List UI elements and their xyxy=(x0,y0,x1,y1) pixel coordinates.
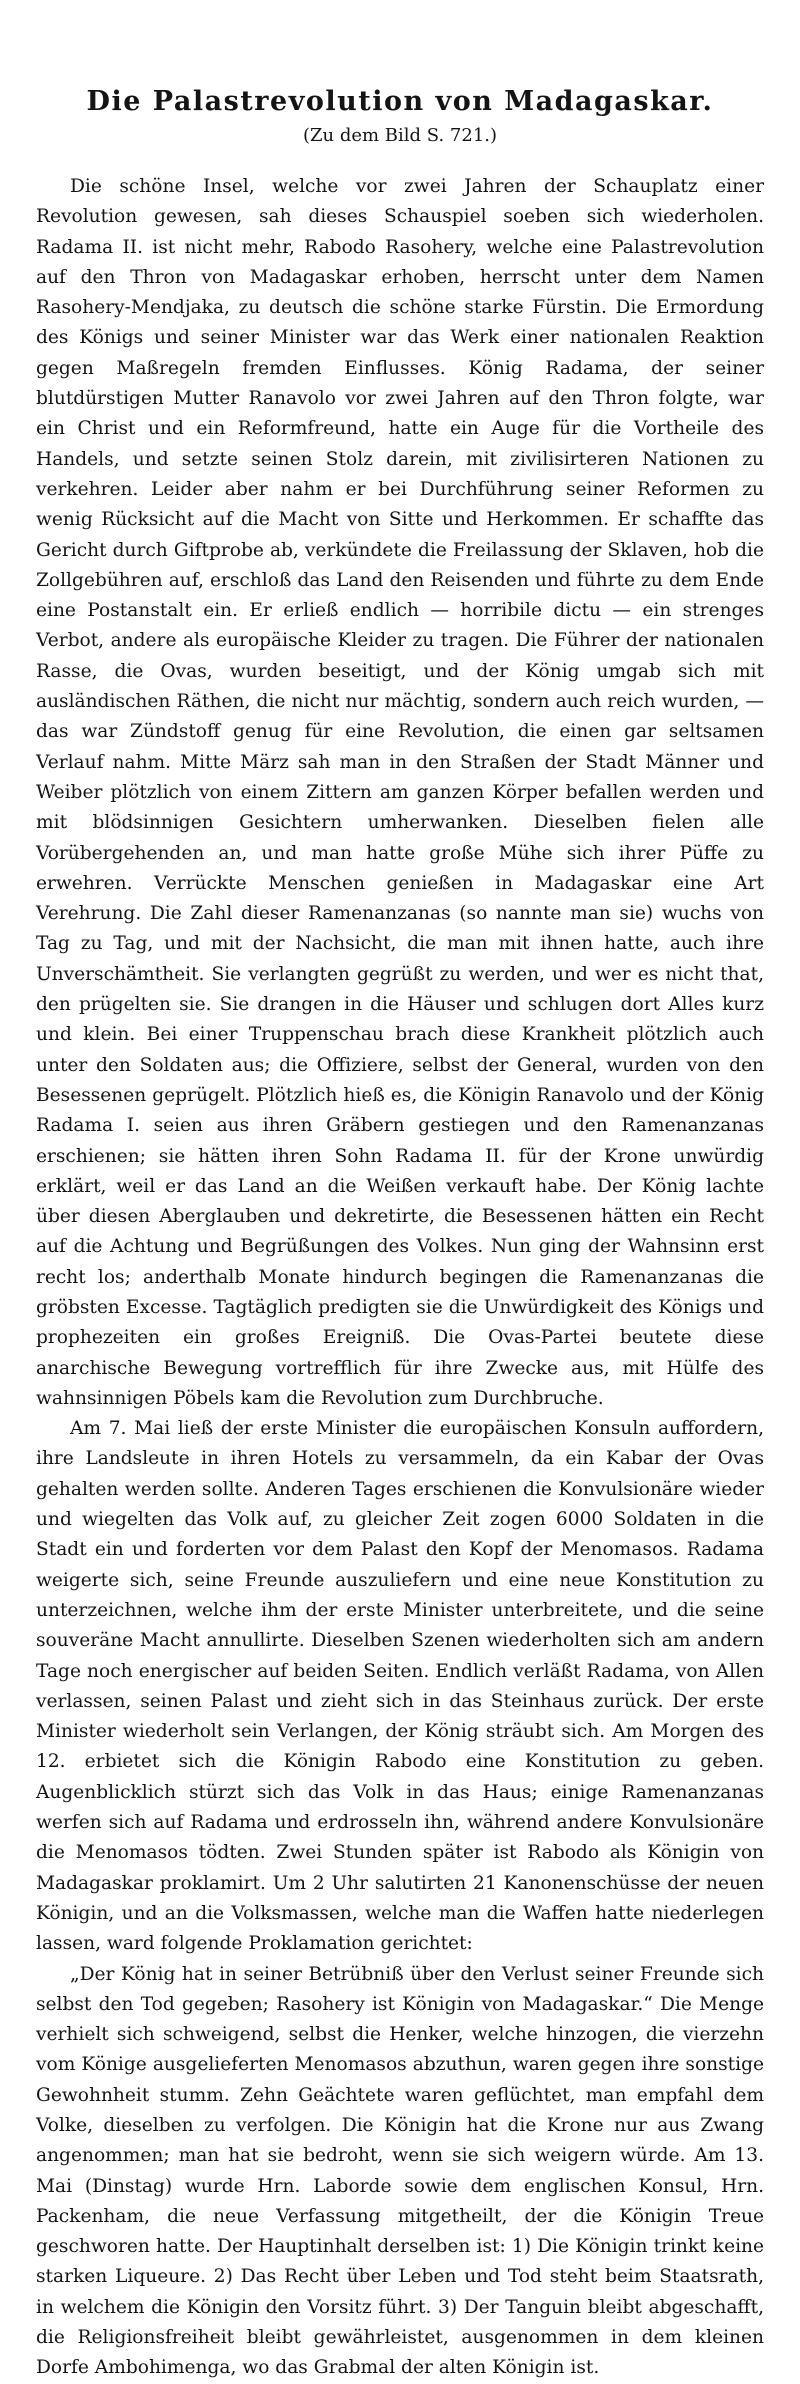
article-subtitle: (Zu dem Bild S. 721.) xyxy=(302,125,498,146)
article-title: Die Palastrevolution von Madagaskar. xyxy=(86,86,714,117)
paragraph-1: Die schöne Insel, welche vor zwei Jahren der Schauplatz einer Revolution gewesen, sah dieses Schauspiel soeben sich wiederholen. Radama II. ist nicht mehr, Rabodo Rasohery, welche eine Palastrevolution auf den Thron von Madagaskar erhoben, herrscht unter dem Namen Rasohery-Mendjaka, zu deutsch die schöne starke Fürstin. Die Ermordung des Königs und seiner Minister war das Werk einer nationalen Reaktion gegen Maßregeln fremden Einflusses. König Radama, der seiner blutdürstigen Mutter Ranavolo vor zwei Jahren auf den Thron folgte, war ein Christ und ein Reformfreund, hatte ein Auge für die Vortheile des Handels, und setzte seinen Stolz darein, mit zivilisirteren Nationen zu verkehren. Leider aber nahm er bei Durchführung seiner Reformen zu wenig Rücksicht auf die Macht von Sitte und Herkommen. Er schaffte das Gericht durch Giftprobe ab, verkündete die Freilassung der Sklaven, hob die Zollgebühren auf, erschloß das Land den Reisenden und führte zu dem Ende eine Postanstalt ein. Er erließ endlich — horribile dictu — ein strenges Verbot, andere als europäische Kleider zu tragen. Die Führer der nationalen Rasse, die Ovas, wurden beseitigt, und der König umgab sich mit ausländischen Räthen, die nicht nur mächtig, sondern auch reich wurden, — das war Zündstoff genug für eine Revolution, die einen gar seltsamen Verlauf nahm. Mitte März sah man in den Straßen der Stadt Männer und Weiber plötzlich von einem Zittern am ganzen Körper befallen werden und mit blödsinnigen Gesichtern umherwanken. Dieselben fielen alle Vorübergehenden an, und man hatte große Mühe sich ihrer Püffe zu erwehren. Verrückte Menschen genießen in Madagaskar eine Art Verehrung. Die Zahl dieser Ramenanzanas (so nannte man sie) wuchs von Tag zu Tag, und mit der Nachsicht, die man mit ihnen hatte, auch ihre Unverschämtheit. Sie verlangten gegrüßt zu werden, und wer es nicht that, den prügelten sie. Sie drangen in die Häuser und schlugen dort Alles kurz und klein. Bei einer Truppenschau brach diese Krankheit plötzlich auch unter den Soldaten aus; die Offiziere, selbst der General, wurden von den Besessenen geprügelt. Plötzlich hieß es, die Königin Ranavolo und der König Radama I. seien aus ihren Gräbern gestiegen und den Ramenanzanas erschienen; sie hätten ihren Sohn Radama II. für der Krone unwürdig erklärt, weil er das Land an die Weißen verkauft habe. Der König lachte über diesen Aberglauben und dekretirte, die Besessenen hätten ein Recht auf die Achtung und Begrüßungen des Volkes. Nun ging der Wahnsinn erst recht los; anderthalb Monate hindurch begingen die Ramenanzanas die gröbsten Excesse. Tagtäglich predigten sie die Unwürdigkeit des Königs und prophezeiten ein großes Ereigniß. Die Ovas-Partei beutete diese anarchische Bewegung vortrefflich für ihre Zwecke aus, mit Hülfe des wahnsinnigen Pöbels kam die Revolution zum Durchbruche. xyxy=(36,176,764,1409)
paragraph-2: Am 7. Mai ließ der erste Minister die europäischen Konsuln auffordern, ihre Landsleute in ihren Hotels zu versammeln, da ein Kabar der Ovas gehalten werden sollte. Anderen Tages erschienen die Konvulsionäre wieder und wiegelten das Volk auf, zu gleicher Zeit zogen 6000 Soldaten in die Stadt ein und forderten vor dem Palast den Kopf der Menomasos. Radama weigerte sich, seine Freunde auszuliefern und eine neue Konstitution zu unterzeichnen, welche ihm der erste Minister unterbreitete, und die seine souveräne Macht annullirte. Dieselben Szenen wiederholten sich am andern Tage noch energischer auf beiden Seiten. Endlich verläßt Radama, von Allen verlassen, seinen Palast und zieht sich in das Steinhaus zurück. Der erste Minister wiederholt sein Verlangen, der König sträubt sich. Am Morgen des 12. erbietet sich die Königin Rabodo eine Konstitution zu geben. Augenblicklich stürzt sich das Volk in das Haus; einige Ramenanzanas werfen sich auf Radama und erdrosseln ihn, während andere Konvulsionäre die Menomasos tödten. Zwei Stunden später ist Rabodo als Königin von Madagaskar proklamirt. Um 2 Uhr salutirten 21 Kanonenschüsse der neuen Königin, und an die Volksmassen, welche man die Waffen hatte niederlegen lassen, ward folgende Proklamation gerichtet: xyxy=(36,1418,764,1955)
paragraph-3: „Der König hat in seiner Betrübniß über den Verlust seiner Freunde sich selbst den Tod gegeben; Rasohery ist Königin von Madagaskar.“ Die Menge verhielt sich schweigend, selbst die Henker, welche hinzogen, die vierzehn vom Könige ausgelieferten Menomasos abzuthun, waren gegen ihre sonstige Gewohnheit stumm. Zehn Geächtete waren geflüchtet, man empfahl dem Volke, dieselben zu verfolgen. Die Königin hat die Krone nur aus Zwang angenommen; man hat sie bedroht, wenn sie sich weigern würde. Am 13. Mai (Dinstag) wurde Hrn. Laborde sowie dem englischen Konsul, Hrn. Packenham, die neue Verfassung mitgetheilt, der die Königin Treue geschworen hatte. Der Hauptinhalt derselben ist: 1) Die Königin trinkt keine starken Liqueure. 2) Das Recht über Leben und Tod steht beim Staatsrath, in welchem die Königin den Vorsitz führt. 3) Der Tanguin bleibt abgeschafft, die Religionsfreiheit bleibt gewährleistet, ausgenommen in dem kleinen Dorfe Ambohimenga, wo das Grabmal der alten Königin ist. xyxy=(36,1963,764,2379)
article-body xyxy=(36,172,764,2384)
